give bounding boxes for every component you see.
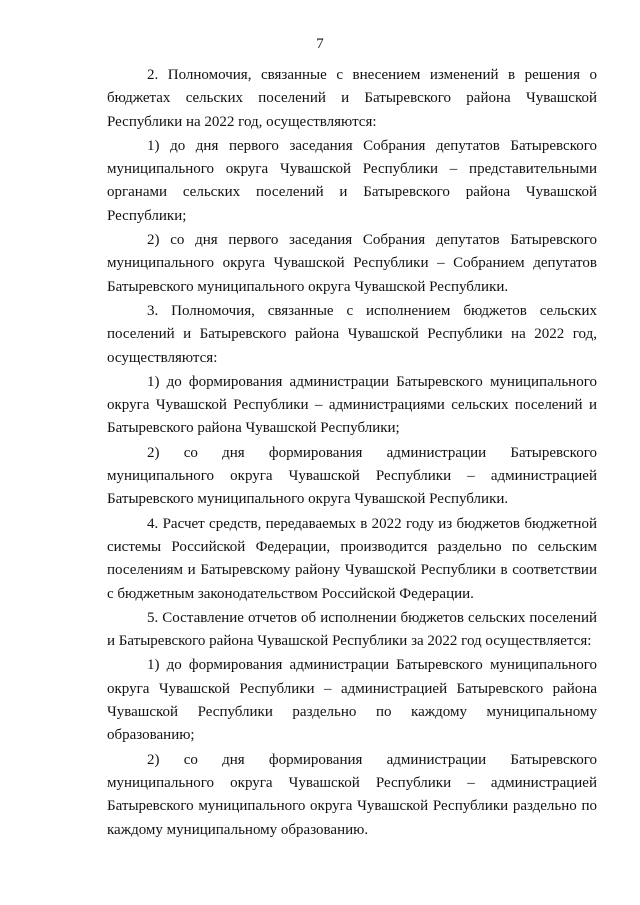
paragraph-4: 4. Расчет средств, передаваемых в 2022 году из бюджетов бюджетной системы Российской Федерации, производится раздельно по сельским поселениям и Батыревскому району Чувашской Республики в соответствии с бюджетным законодательством Российской Федерации. [107,515,597,602]
paragraph-2-2: 2) со дня первого заседания Собрания депутатов Батыревского муниципального округа Чувашской Республики – Собранием депутатов Батыревского муниципального округа Чувашской Республики. [107,232,597,295]
page-number: 7 [316,36,324,52]
document-body [107,64,597,843]
paragraph-5: 5. Составление отчетов об исполнении бюджетов сельских поселений и Батыревского района Чувашской Республики за 2022 год осуществляется: [107,609,597,650]
paragraph-3: 3. Полномочия, связанные с исполнением бюджетов сельских поселений и Батыревского района Чувашской Республики на 2022 год, осуществляются: [107,302,597,366]
paragraph-5-2: 2) со дня формирования администрации Батыревского муниципального округа Чувашской Республики – администрацией Батыревского муниципального округа Чувашской Республики раздельно по каждому муниципальному образованию. [107,751,597,838]
paragraph-2: 2. Полномочия, связанные с внесением изменений в решения о бюджетах сельских поселений и Батыревского района Чувашской Республики на 2022 год, осуществляются: [107,67,597,130]
paragraph-3-2: 2) со дня формирования администрации Батыревского муниципального округа Чувашской Республики – администрацией Батыревского муниципального округа Чувашской Республики. [107,444,597,508]
paragraph-2-1: 1) до дня первого заседания Собрания депутатов Батыревского муниципального округа Чувашской Республики – представительными органами сельских поселений и Батыревского района Чувашской Республики; [107,137,597,224]
paragraph-3-1: 1) до формирования администрации Батыревского муниципального округа Чувашской Республики – администрациями сельских поселений и Батыревского района Чувашской Республики; [107,373,597,437]
paragraph-5-1: 1) до формирования администрации Батыревского муниципального округа Чувашской Республики – администрацией Батыревского района Чувашской Республики раздельно по каждому муниципальному образованию; [107,657,597,744]
